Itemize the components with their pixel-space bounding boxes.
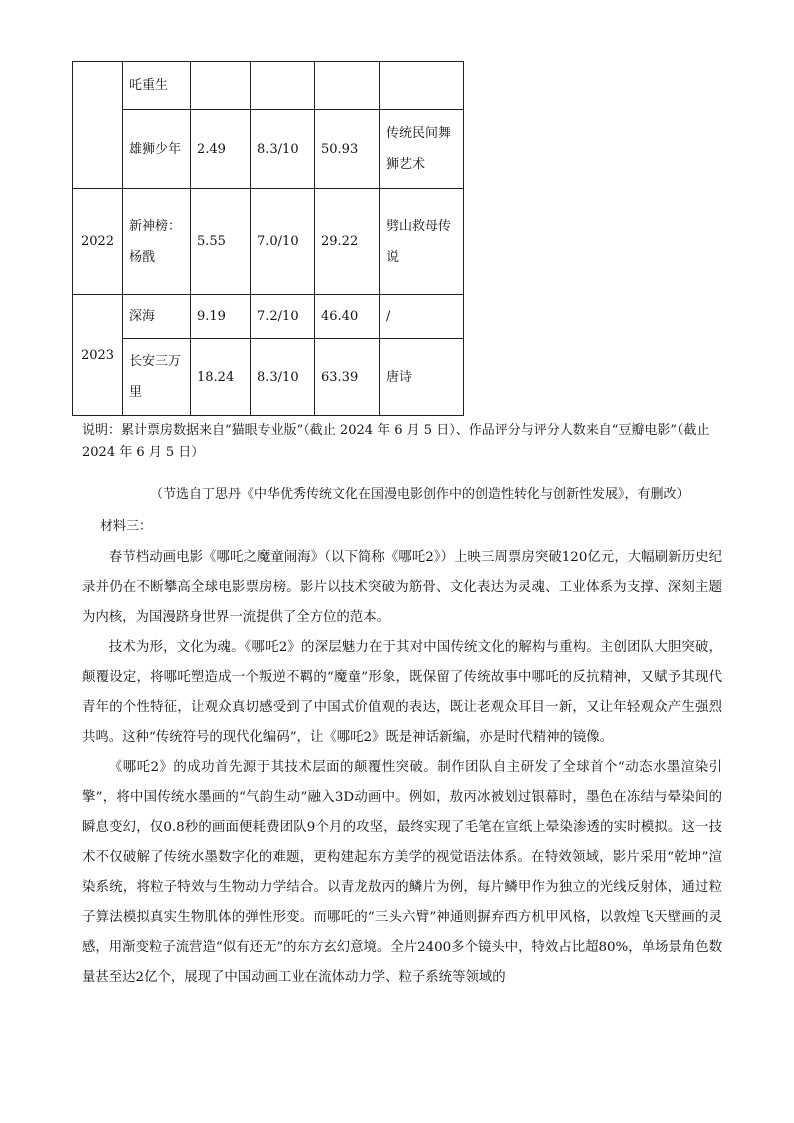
count-cell: 29.22 (315, 189, 380, 295)
paragraph: 春节档动画电影《哪吒之魔童闹海》（以下简称《哪吒2》）上映三周票房突破120亿元，大幅刷新历史纪录并仍在不断攀高全球电影票房榜。影片以技术突破为筋骨、文化表达为灵魂、工业体系为支撑、深刻主题为内核，为国漫跻身世界一流提供了全方位的范本。 (82, 550, 722, 625)
citation: （节选自丁思丹《中华优秀传统文化在国漫电影创作中的创造性转化与创新性发展》，有删改） (150, 487, 690, 502)
box-office-cell: 9.19 (191, 295, 251, 339)
count-cell: 46.40 (315, 295, 380, 339)
box-office-cell (191, 62, 251, 110)
year-cell (73, 62, 123, 189)
rating-cell: 8.3/10 (251, 339, 315, 416)
source-cell: 劈山救母传说 (380, 189, 464, 295)
title-cell: 长安三万里 (123, 339, 191, 416)
rating-cell: 7.0/10 (251, 189, 315, 295)
source-cell: / (380, 295, 464, 339)
title-cell: 新神榜：杨戬 (123, 189, 191, 295)
source-cell (380, 62, 464, 110)
count-cell (315, 62, 380, 110)
source-cell: 唐诗 (380, 339, 464, 416)
rating-cell: 8.3/10 (251, 110, 315, 189)
count-cell: 63.39 (315, 339, 380, 416)
rating-cell: 7.2/10 (251, 295, 315, 339)
title-cell: 吒重生 (123, 62, 191, 110)
paragraph: 技术为形，文化为魂。《哪吒2》的深层魅力在于其对中国传统文化的解构与重构。主创团队大胆突破，颠覆设定，将哪吒塑造成一个叛逆不羁的“魔童”形象，既保留了传统故事中哪吒的反抗精神，又赋予其现代青年的个性特征，让观众真切感受到了中国式价值观的表达，既让老观众耳目一新，又让年轻观众产生强烈共鸣。这种“传统符号的现代化编码”，让《哪吒2》既是神话新编，亦是时代精神的镜像。 (82, 640, 722, 745)
paragraph: 《哪吒2》的成功首先源于其技术层面的颠覆性突破。制作团队自主研发了全球首个“动态水墨渲染引擎”，将中国传统水墨画的“气韵生动”融入3D动画中。例如，敖丙冰被划过银幕时，墨色在冻结与晕染间的瞬息变幻，仅0.8秒的画面便耗费团队9个月的攻坚，最终实现了毛笔在宣纸上晕染渗透的实时模拟。这一技术不仅破解了传统水墨数字化的难题，更构建起东方美学的视觉语法体系。在特效领域，影片采用“乾坤”渲染系统，将粒子特效与生物动力学结合。以青龙敖丙的鳞片为例，每片鳞甲作为独立的光线反射体，通过粒子算法模拟真实生物肌体的弹性形变。而哪吒的“三头六臂”神通则摒弃西方机甲风格，以敦煌飞天壁画的灵感，用渐变粒子流营造“似有还无”的东方玄幻意境。全片2400多个镜头中，特效占比超80%，单场景角色数量甚至达2亿个，展现了中国动画工业在流体动力学、粒子系统等领域的 (82, 760, 722, 985)
box-office-cell: 2.49 (191, 110, 251, 189)
table-row (73, 339, 464, 416)
box-office-cell: 5.55 (191, 189, 251, 295)
source-cell: 传统民间舞狮艺术 (380, 110, 464, 189)
material-label: 材料三： (100, 519, 153, 534)
data-source-note: 说明：累计票房数据来自“猫眼专业版”（截止 2024 年 6 月 5 日）、作品评分与评分人数来自“豆瓣电影”（截止 2024 年 6 月 5 日） (82, 423, 710, 460)
table-row (73, 295, 464, 339)
table-row (73, 110, 464, 189)
title-cell: 雄狮少年 (123, 110, 191, 189)
box-office-cell: 18.24 (191, 339, 251, 416)
rating-cell (251, 62, 315, 110)
article-body (82, 543, 722, 993)
title-cell: 深海 (123, 295, 191, 339)
box-office-table (72, 61, 464, 416)
year-cell: 2023 (73, 295, 123, 416)
table-row (73, 62, 464, 110)
year-cell: 2022 (73, 189, 123, 295)
count-cell: 50.93 (315, 110, 380, 189)
table-row (73, 189, 464, 295)
